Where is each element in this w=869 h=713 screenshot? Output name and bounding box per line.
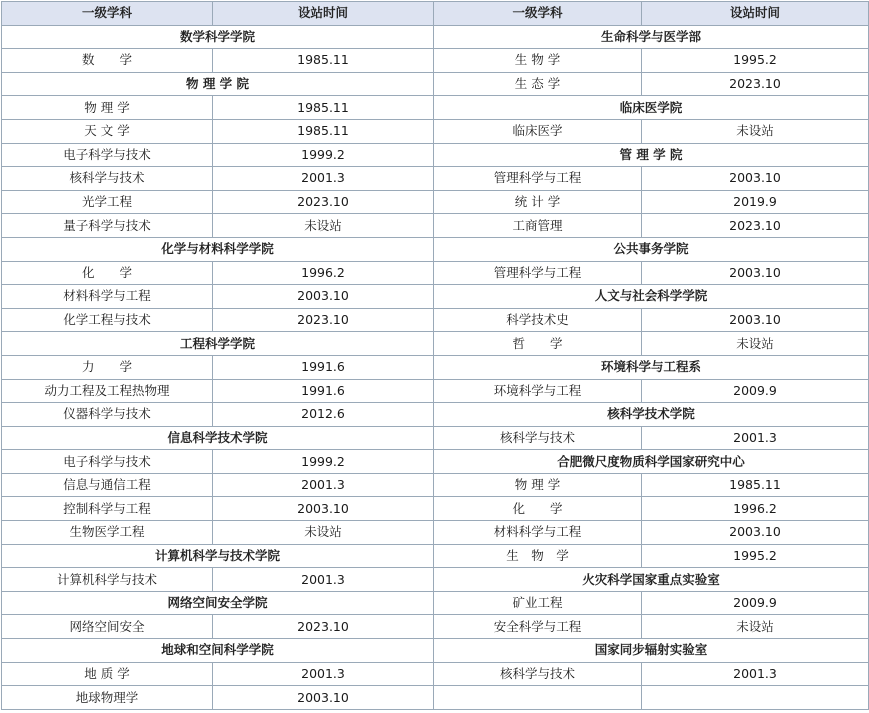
header-discipline-left: 一级学科: [2, 2, 213, 26]
table-row: [2, 214, 869, 238]
date-cell-right: 2009.9: [642, 591, 869, 615]
date-cell-right: 2003.10: [642, 521, 869, 545]
table-row: [2, 72, 869, 96]
discipline-cell-right: 生 物 学: [434, 544, 642, 568]
date-cell-right: 1996.2: [642, 497, 869, 521]
discipline-cell-right: 核科学与技术: [434, 662, 642, 686]
discipline-cell-left: 光学工程: [2, 190, 213, 214]
date-cell-right: 1995.2: [642, 544, 869, 568]
section-title-right: 生命科学与医学部: [434, 25, 869, 49]
discipline-cell-right: 管理科学与工程: [434, 167, 642, 191]
discipline-cell-left: 电子科学与技术: [2, 450, 213, 474]
table-row: [2, 568, 869, 592]
date-cell-right: 2003.10: [642, 261, 869, 285]
date-cell-left: 未设站: [213, 214, 434, 238]
section-title-right: 火灾科学国家重点实验室: [434, 568, 869, 592]
table-row: [2, 25, 869, 49]
discipline-cell-left: 动力工程及工程热物理: [2, 379, 213, 403]
section-title-right: 合肥微尺度物质科学国家研究中心: [434, 450, 869, 474]
date-cell-right: 2003.10: [642, 167, 869, 191]
date-cell-left: 2023.10: [213, 190, 434, 214]
discipline-cell-left: 地球物理学: [2, 686, 213, 710]
table-row: [2, 426, 869, 450]
table-row: [2, 237, 869, 261]
table-row: [2, 332, 869, 356]
discipline-cell-right: 工商管理: [434, 214, 642, 238]
table-row: [2, 379, 869, 403]
table-row: [2, 190, 869, 214]
section-title-left: 计算机科学与技术学院: [2, 544, 434, 568]
table-row: [2, 167, 869, 191]
discipline-cell-left: 计算机科学与技术: [2, 568, 213, 592]
discipline-cell-right: 环境科学与工程: [434, 379, 642, 403]
table-row: [2, 49, 869, 73]
discipline-cell-left: 化学工程与技术: [2, 308, 213, 332]
table-row: [2, 355, 869, 379]
date-cell-left: 1985.11: [213, 49, 434, 73]
date-cell-right: 2019.9: [642, 190, 869, 214]
section-title-right: 核科学技术学院: [434, 403, 869, 427]
discipline-cell-left: 地 质 学: [2, 662, 213, 686]
discipline-cell-right: 化 学: [434, 497, 642, 521]
table-row: [2, 96, 869, 120]
discipline-cell-left: 信息与通信工程: [2, 473, 213, 497]
date-cell-left: 2003.10: [213, 497, 434, 521]
discipline-cell-right: 统 计 学: [434, 190, 642, 214]
discipline-cell-left: 生物医学工程: [2, 521, 213, 545]
table-row: [2, 403, 869, 427]
table-row: [2, 615, 869, 639]
date-cell-left: 2012.6: [213, 403, 434, 427]
discipline-cell-left: 物 理 学: [2, 96, 213, 120]
table-row: [2, 143, 869, 167]
date-cell-left: 2003.10: [213, 285, 434, 309]
table-row: [2, 662, 869, 686]
table-row: [2, 119, 869, 143]
discipline-cell-right: 安全科学与工程: [434, 615, 642, 639]
date-cell-left: 2001.3: [213, 568, 434, 592]
section-title-right: 临床医学院: [434, 96, 869, 120]
section-title-left: 数学科学学院: [2, 25, 434, 49]
date-cell-left: 1985.11: [213, 96, 434, 120]
discipline-cell-left: 核科学与技术: [2, 167, 213, 191]
discipline-cell-left: 量子科学与技术: [2, 214, 213, 238]
discipline-cell-right: 矿业工程: [434, 591, 642, 615]
header-date-right: 设站时间: [642, 2, 869, 26]
section-title-right: 环境科学与工程系: [434, 355, 869, 379]
section-title-left: 化学与材料科学学院: [2, 237, 434, 261]
discipline-cell-left: 材料科学与工程: [2, 285, 213, 309]
table-row: [2, 591, 869, 615]
date-cell-right: 未设站: [642, 119, 869, 143]
date-cell-left: 2023.10: [213, 615, 434, 639]
empty-cell-right: [642, 686, 869, 710]
table-row: [2, 450, 869, 474]
date-cell-left: 未设站: [213, 521, 434, 545]
section-title-left: 物 理 学 院: [2, 72, 434, 96]
date-cell-left: 1996.2: [213, 261, 434, 285]
section-title-left: 地球和空间科学学院: [2, 639, 434, 663]
date-cell-left: 2001.3: [213, 662, 434, 686]
date-cell-left: 2003.10: [213, 686, 434, 710]
date-cell-left: 1991.6: [213, 355, 434, 379]
discipline-cell-right: 材料科学与工程: [434, 521, 642, 545]
date-cell-right: 1985.11: [642, 473, 869, 497]
section-title-left: 信息科学技术学院: [2, 426, 434, 450]
table-row: [2, 261, 869, 285]
date-cell-right: 未设站: [642, 332, 869, 356]
discipline-cell-left: 数 学: [2, 49, 213, 73]
date-cell-left: 1999.2: [213, 450, 434, 474]
table-row: [2, 521, 869, 545]
date-cell-right: 2023.10: [642, 214, 869, 238]
discipline-cell-left: 仪器科学与技术: [2, 403, 213, 427]
discipline-cell-right: 管理科学与工程: [434, 261, 642, 285]
section-title-right: 公共事务学院: [434, 237, 869, 261]
discipline-cell-left: 天 文 学: [2, 119, 213, 143]
empty-cell-right: [434, 686, 642, 710]
discipline-cell-left: 网络空间安全: [2, 615, 213, 639]
date-cell-right: 2009.9: [642, 379, 869, 403]
discipline-cell-right: 生 态 学: [434, 72, 642, 96]
date-cell-right: 1995.2: [642, 49, 869, 73]
table-row: [2, 544, 869, 568]
discipline-cell-right: 生 物 学: [434, 49, 642, 73]
section-title-left: 网络空间安全学院: [2, 591, 434, 615]
date-cell-right: 2023.10: [642, 72, 869, 96]
discipline-cell-left: 电子科学与技术: [2, 143, 213, 167]
discipline-cell-right: 物 理 学: [434, 473, 642, 497]
date-cell-left: 2001.3: [213, 473, 434, 497]
table-row: [2, 497, 869, 521]
date-cell-right: 2003.10: [642, 308, 869, 332]
discipline-cell-left: 化 学: [2, 261, 213, 285]
section-title-right: 国家同步辐射实验室: [434, 639, 869, 663]
table-row: [2, 285, 869, 309]
table-row: [2, 308, 869, 332]
header-row: [2, 2, 869, 26]
discipline-cell-left: 控制科学与工程: [2, 497, 213, 521]
table-row: [2, 473, 869, 497]
discipline-cell-right: 核科学与技术: [434, 426, 642, 450]
date-cell-right: 2001.3: [642, 662, 869, 686]
discipline-cell-left: 力 学: [2, 355, 213, 379]
header-discipline-right: 一级学科: [434, 2, 642, 26]
date-cell-left: 1985.11: [213, 119, 434, 143]
table-row: [2, 639, 869, 663]
date-cell-left: 1991.6: [213, 379, 434, 403]
date-cell-left: 1999.2: [213, 143, 434, 167]
discipline-cell-right: 哲 学: [434, 332, 642, 356]
section-title-left: 工程科学学院: [2, 332, 434, 356]
header-date-left: 设站时间: [213, 2, 434, 26]
date-cell-right: 2001.3: [642, 426, 869, 450]
table-body: [2, 2, 869, 710]
date-cell-left: 2001.3: [213, 167, 434, 191]
discipline-cell-right: 临床医学: [434, 119, 642, 143]
discipline-table: [1, 1, 869, 710]
date-cell-left: 2023.10: [213, 308, 434, 332]
table-row: [2, 686, 869, 710]
discipline-cell-right: 科学技术史: [434, 308, 642, 332]
date-cell-right: 未设站: [642, 615, 869, 639]
section-title-right: 管 理 学 院: [434, 143, 869, 167]
section-title-right: 人文与社会科学学院: [434, 285, 869, 309]
